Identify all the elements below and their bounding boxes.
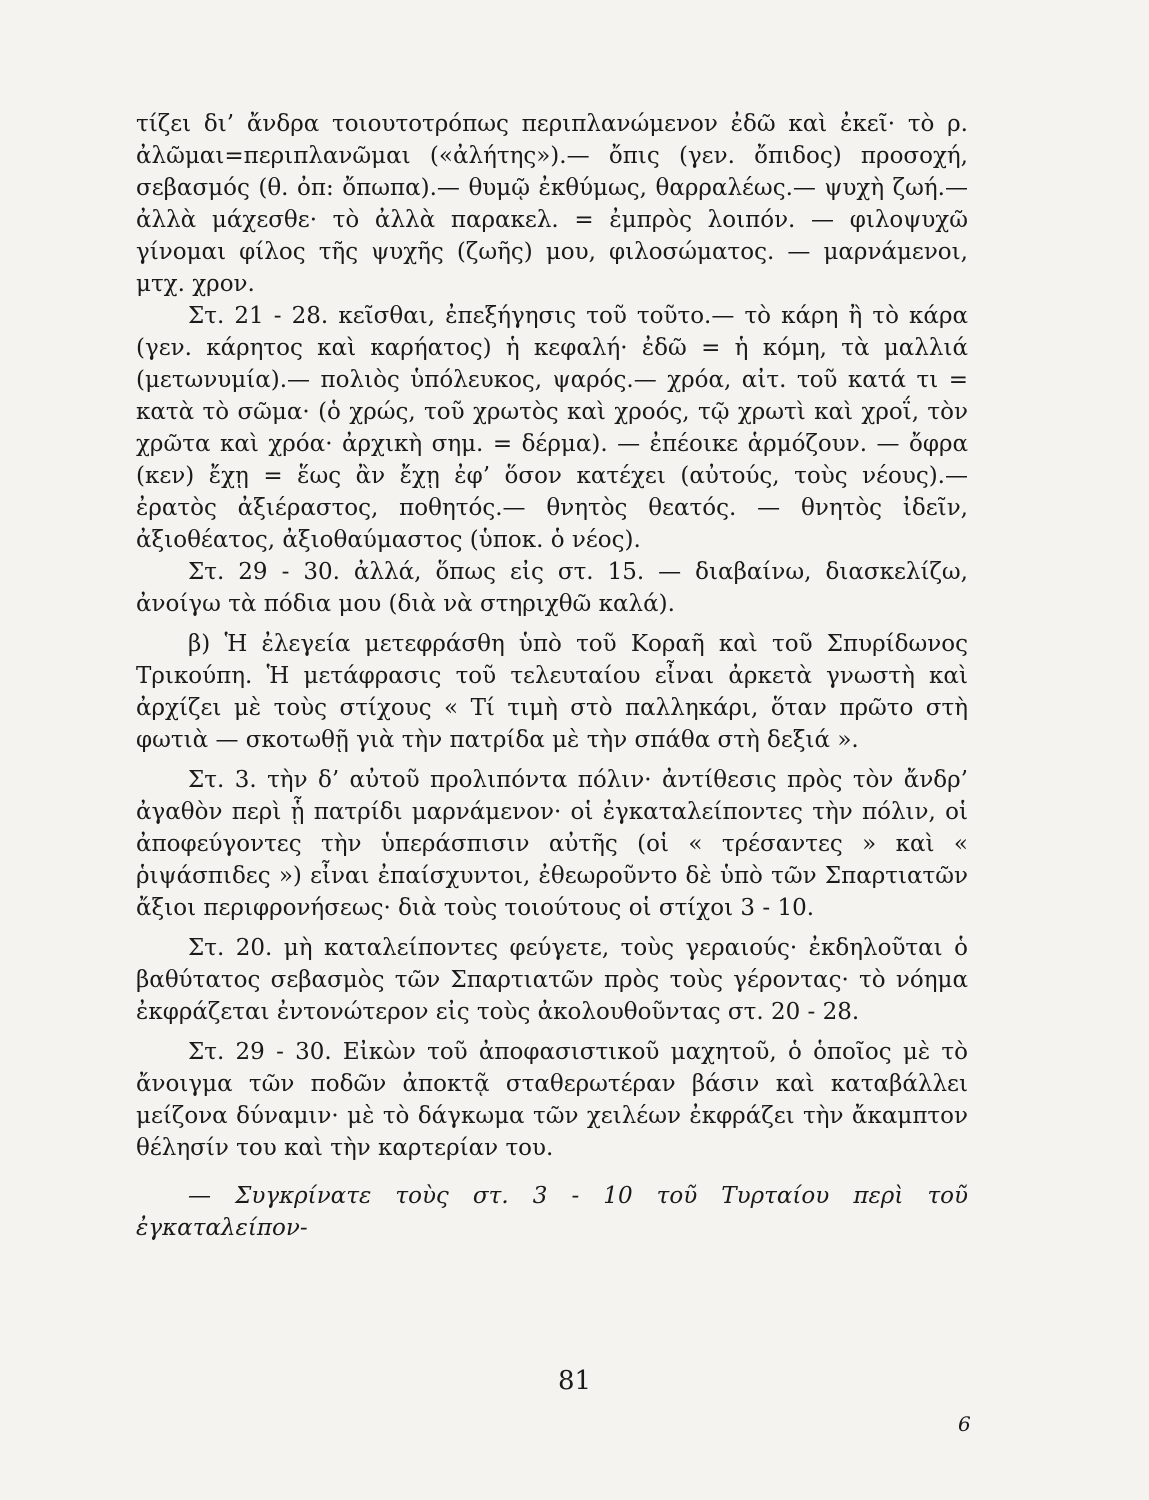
- paragraph-commentary-intro: τίζει δι’ ἄνδρα τοιουτοτρόπως περιπλανώμενον ἐδῶ καὶ ἐκεῖ· τὸ ρ. ἀλῶμαι=περιπλανῶμαι («ἀλήτης»).— ὄπις (γεν. ὄπιδος) προσοχή, σεβασμός (θ. ὀπ: ὄπωπα).— θυμῷ ἐκθύμως, θαρραλέως.— ψυχὴ ζωή.— ἀλλὰ μάχεσθε· τὸ ἀλλὰ παρακελ. = ἐμπρὸς λοιπόν. — φιλοψυχῶ γίνομαι φίλος τῆς ψυχῆς (ζωῆς) μου, φιλοσώματος. — μαρνάμενοι, μτχ. χρον.: [136, 111, 968, 297]
- signature-mark: 6: [958, 1412, 971, 1436]
- paragraph-verses-21-28: Στ. 21 - 28. κεῖσθαι, ἐπεξήγησις τοῦ τοῦτο.— τὸ κάρη ἢ τὸ κάρα (γεν. κάρητος καὶ καρήατος) ἡ κεφαλή· ἐδῶ = ἡ κόμη, τὰ μαλλιά (μετωνυμία).— πολιὸς ὑπόλευκος, ψαρός.— χρόα, αἰτ. τοῦ κατά τι = κατὰ τὸ σῶμα· (ὁ χρώς, τοῦ χρωτὸς καὶ χροός, τῷ χρωτὶ καὶ χροΐ, τὸν χρῶτα καὶ χρόα· ἀρχικὴ σημ. = δέρμα). — ἐπέοικε ἁρμόζουν. — ὄφρα (κεν) ἔχῃ = ἕως ἂν ἔχῃ ἐφ’ ὅσον κατέχει (αὐτούς, τοὺς νέους).— ἐρατὸς ἀξιέραστος, ποθητός.— θνητὸς θεατός. — θνητὸς ἰδεῖν, ἀξιοθέατος, ἀξιοθαύμαστος (ὑποκ. ὁ νέος).: [136, 303, 968, 553]
- paragraph-verse-3: Στ. 3. τὴν δ’ αὐτοῦ προλιπόντα πόλιν· ἀντίθεσις πρὸς τὸν ἄνδρ’ ἀγαθὸν περὶ ᾗ πατρίδι μαρνάμενον· οἱ ἐγκαταλείποντες τὴν πόλιν, οἱ ἀποφεύγοντες τὴν ὑπεράσπισιν αὐτῆς (οἱ « τρέσαντες » καὶ « ῥιψάσπιδες ») εἶναι ἐπαίσχυντοι, ἐθεωροῦντο δὲ ὑπὸ τῶν Σπαρτιατῶν ἄξιοι περιφρονήσεως· διὰ τοὺς τοιούτους οἱ στίχοι 3 - 10.: [136, 767, 968, 921]
- page-number: 81: [557, 1366, 592, 1396]
- paragraph-verse-20: Στ. 20. μὴ καταλείποντες φεύγετε, τοὺς γεραιούς· ἐκδηλοῦται ὁ βαθύτατος σεβασμὸς τῶν Σπαρτιατῶν πρὸς τοὺς γέροντας· τὸ νόημα ἐκφράζεται ἐντονώτερον εἰς τοὺς ἀκολουθοῦντας στ. 20 - 28.: [136, 935, 968, 1025]
- body-text: [136, 108, 968, 1244]
- paragraph-verses-29-30-image: Στ. 29 - 30. Εἰκὼν τοῦ ἀποφασιστικοῦ μαχητοῦ, ὁ ὁποῖος μὲ τὸ ἄνοιγμα τῶν ποδῶν ἀποκτᾷ σταθερωτέραν βάσιν καὶ καταβάλλει μείζονα δύναμιν· μὲ τὸ δάγκωμα τῶν χειλέων ἐκφράζει τὴν ἄκαμπτον θέλησίν του καὶ τὴν καρτερίαν του.: [136, 1039, 968, 1161]
- paragraph-translation-note: β) Ἡ ἐλεγεία μετεφράσθη ὑπὸ τοῦ Κοραῆ καὶ τοῦ Σπυρίδωνος Τρικούπη. Ἡ μετάφρασις τοῦ τελευταίου εἶναι ἀρκετὰ γνωστὴ καὶ ἀρχίζει μὲ τοὺς στίχους « Τί τιμὴ στὸ παλληκάρι, ὅταν πρῶτο στὴ φωτιὰ — σκοτωθῇ γιὰ τὴν πατρίδα μὲ τὴν σπάθα στὴ δεξιά ».: [136, 631, 968, 753]
- paragraph-compare-exercise: — Συγκρίνατε τοὺς στ. 3 - 10 τοῦ Τυρταίου περὶ τοῦ ἐγκαταλείπον-: [136, 1183, 968, 1241]
- paragraph-verses-29-30: Στ. 29 - 30. ἀλλά, ὅπως εἰς στ. 15. — διαβαίνω, διασκελίζω, ἀνοίγω τὰ πόδια μου (διὰ νὰ στηριχθῶ καλά).: [136, 559, 968, 617]
